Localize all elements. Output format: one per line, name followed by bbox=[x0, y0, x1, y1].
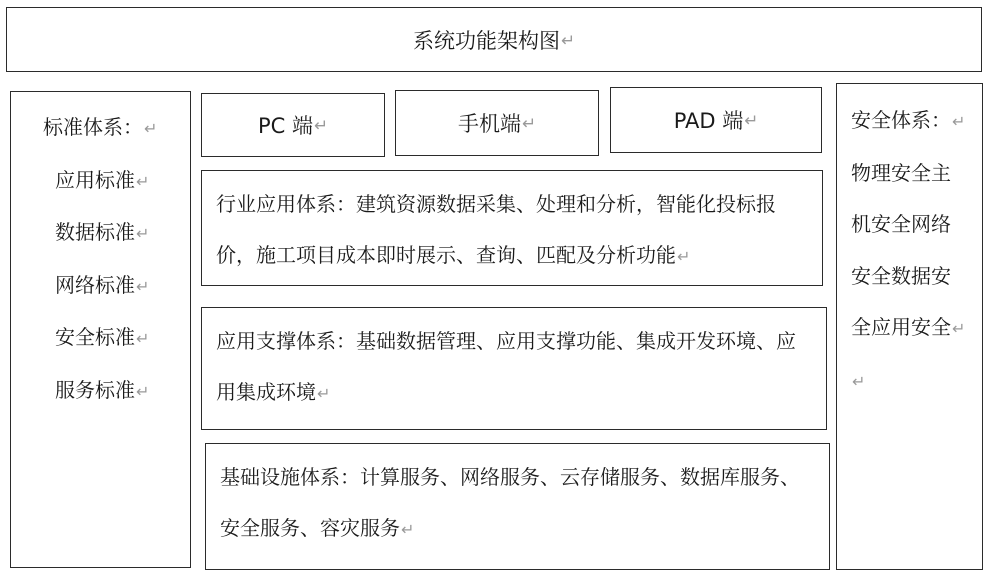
client-label: PC 端 bbox=[257, 114, 313, 138]
standards-item-label: 数据标准 bbox=[55, 220, 135, 244]
security-line: 机安全网络 bbox=[851, 212, 951, 236]
paragraph-mark: ↵ bbox=[852, 371, 866, 391]
standards-item-label: 安全标准 bbox=[55, 325, 135, 349]
client-label: 手机端 bbox=[457, 112, 521, 136]
paragraph-mark: ↵ bbox=[136, 329, 150, 348]
standards-heading-line bbox=[11, 102, 190, 155]
infrastructure-layer bbox=[205, 443, 830, 570]
paragraph-mark: ↵ bbox=[136, 276, 150, 296]
paragraph-mark: ↵ bbox=[144, 119, 158, 138]
empty-paragraph-line bbox=[851, 355, 982, 408]
standards-item bbox=[11, 365, 190, 418]
industry-application-text: 行业应用体系：建筑资源数据采集、处理和分析，智能化投标报价，施工项目成本即时展示、查询、匹配及分析功能 bbox=[216, 192, 776, 267]
standards-item bbox=[11, 207, 190, 260]
client-box-pc bbox=[201, 93, 385, 157]
paragraph-mark: ↵ bbox=[136, 171, 150, 191]
standards-item bbox=[11, 260, 190, 313]
security-line: 安全数据安 bbox=[851, 263, 951, 288]
paragraph-mark: ↵ bbox=[521, 113, 537, 133]
paragraph-mark: ↵ bbox=[136, 224, 150, 243]
security-line-last bbox=[851, 302, 982, 355]
standards-heading: 标准体系： bbox=[43, 115, 143, 139]
paragraph-mark: ↵ bbox=[952, 319, 966, 338]
paragraph-mark: ↵ bbox=[952, 112, 966, 131]
paragraph-mark: ↵ bbox=[744, 110, 759, 130]
security-heading-line bbox=[851, 95, 982, 148]
infrastructure-text: 基础设施体系：计算服务、网络服务、云存储服务、数据库服务、安全服务、容灾服务 bbox=[220, 465, 800, 540]
standards-item-label: 应用标准 bbox=[55, 167, 135, 192]
paragraph-mark: ↵ bbox=[136, 381, 150, 401]
title-box bbox=[6, 7, 982, 72]
client-box-mobile bbox=[395, 90, 599, 156]
industry-application-layer bbox=[201, 170, 823, 286]
security-line: 全应用安全 bbox=[851, 315, 951, 339]
paragraph-mark: ↵ bbox=[401, 520, 415, 539]
standards-item-label: 网络标准 bbox=[55, 272, 135, 297]
application-support-text: 应用支撑体系：基础数据管理、应用支撑功能、集成开发环境、应用集成环境 bbox=[216, 329, 796, 404]
paragraph-mark: ↵ bbox=[317, 384, 331, 403]
standards-panel bbox=[10, 91, 191, 568]
security-heading: 安全体系： bbox=[851, 108, 951, 132]
client-box-pad bbox=[610, 87, 822, 153]
client-label: PAD 端 bbox=[673, 109, 744, 133]
standards-item bbox=[11, 312, 190, 365]
paragraph-mark: ↵ bbox=[313, 115, 329, 135]
security-line: 物理安全主 bbox=[851, 160, 951, 185]
standards-item-label: 服务标准 bbox=[55, 377, 135, 402]
diagram-title: 系统功能架构图 bbox=[412, 28, 560, 53]
application-support-layer bbox=[201, 307, 827, 430]
security-panel bbox=[836, 83, 983, 570]
standards-item bbox=[11, 155, 190, 208]
paragraph-mark: ↵ bbox=[560, 29, 576, 50]
paragraph-mark: ↵ bbox=[677, 247, 691, 266]
